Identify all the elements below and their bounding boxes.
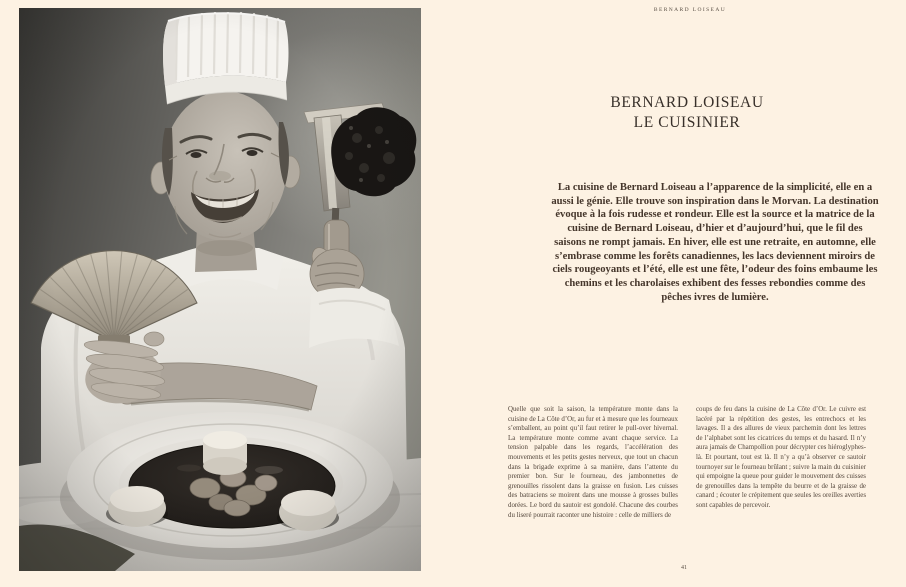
page-title <box>507 93 867 133</box>
page-title-line1: BERNARD LOISEAU <box>610 94 764 111</box>
chef-photo-svg <box>19 8 421 571</box>
photo-vignette <box>19 8 421 571</box>
body-column-left: Quelle que soit la saison, la température monte dans la cuisine de La Côte d’Or, au fur et à mesure que les fourneaux s’emballent, au point qu’il faut retirer le pull-over hivernal. La température monte comme avant chaque service. La tension palpable dans les regards, l’accélération des mouvements et les petits gestes nerveux, que tout un chacun dans la brigade exprime à sa manière, dans l’attente du premier bon. Sur le fourneau, des jambonnettes de grenouilles rissolent dans la graisse en fusion. Les cuisses des batraciens se moirent dans une mousse à grosses bulles dorées. Le bord du sautoir est gondolé. Chacune des courbes du liseré pourrait raconter une histoire : celle de milliers de <box>508 406 678 519</box>
intro-paragraph: La cuisine de Bernard Loiseau a l’apparence de la simplicité, elle en a aussi le génie. Elle trouve son inspiration dans le Morvan. La destination évoque à la fois rudesse et rondeur. Elle est la source et la matrice de la cuisine de Bernard Loiseau, d’hier et d’aujourd’hui, que le fil des saisons ne rompt jamais. En hiver, elle est une retraite, en automne, elle s’embrase comme les forêts canadiennes, les lacs deviennent miroirs de ciels rougeoyants et l’été, elle est une fête, l’odeur des foins embaume les chemins et les charolaises exhibent des fesses rebondies comme des pêches ivres de lumière. <box>551 182 879 303</box>
body-columns <box>508 405 866 520</box>
body-column-right: coups de feu dans la cuisine de La Côte d’Or. Le cuivre est lacéré par la répétition des gestes, les entrechocs et les lavages. Il a des allures de vieux parchemin dont les lettres de l’alphabet sont les cicatrices du temps et du hasard. Il n’y aura jamais de Champollion pour décrypter ces hiéroglyphes-là. Et pourtant, tout est là. Il n’y a qu’à observer ce sautoir tournoyer sur le fourneau brûlant ; suivre la main du cuisinier qui empoigne la queue pour guider le mouvement des cuisses de grenouilles dans la tempête du beurre et de la graisse de canard ; écouter le crépitement que seules les oreilles averties sont capables de percevoir. <box>696 406 866 509</box>
chef-portrait-photo <box>19 8 421 571</box>
page-title-line2: LE CUISINIER <box>633 114 741 131</box>
page-number: 41 <box>681 565 687 571</box>
running-head: BERNARD LOISEAU <box>653 7 727 13</box>
